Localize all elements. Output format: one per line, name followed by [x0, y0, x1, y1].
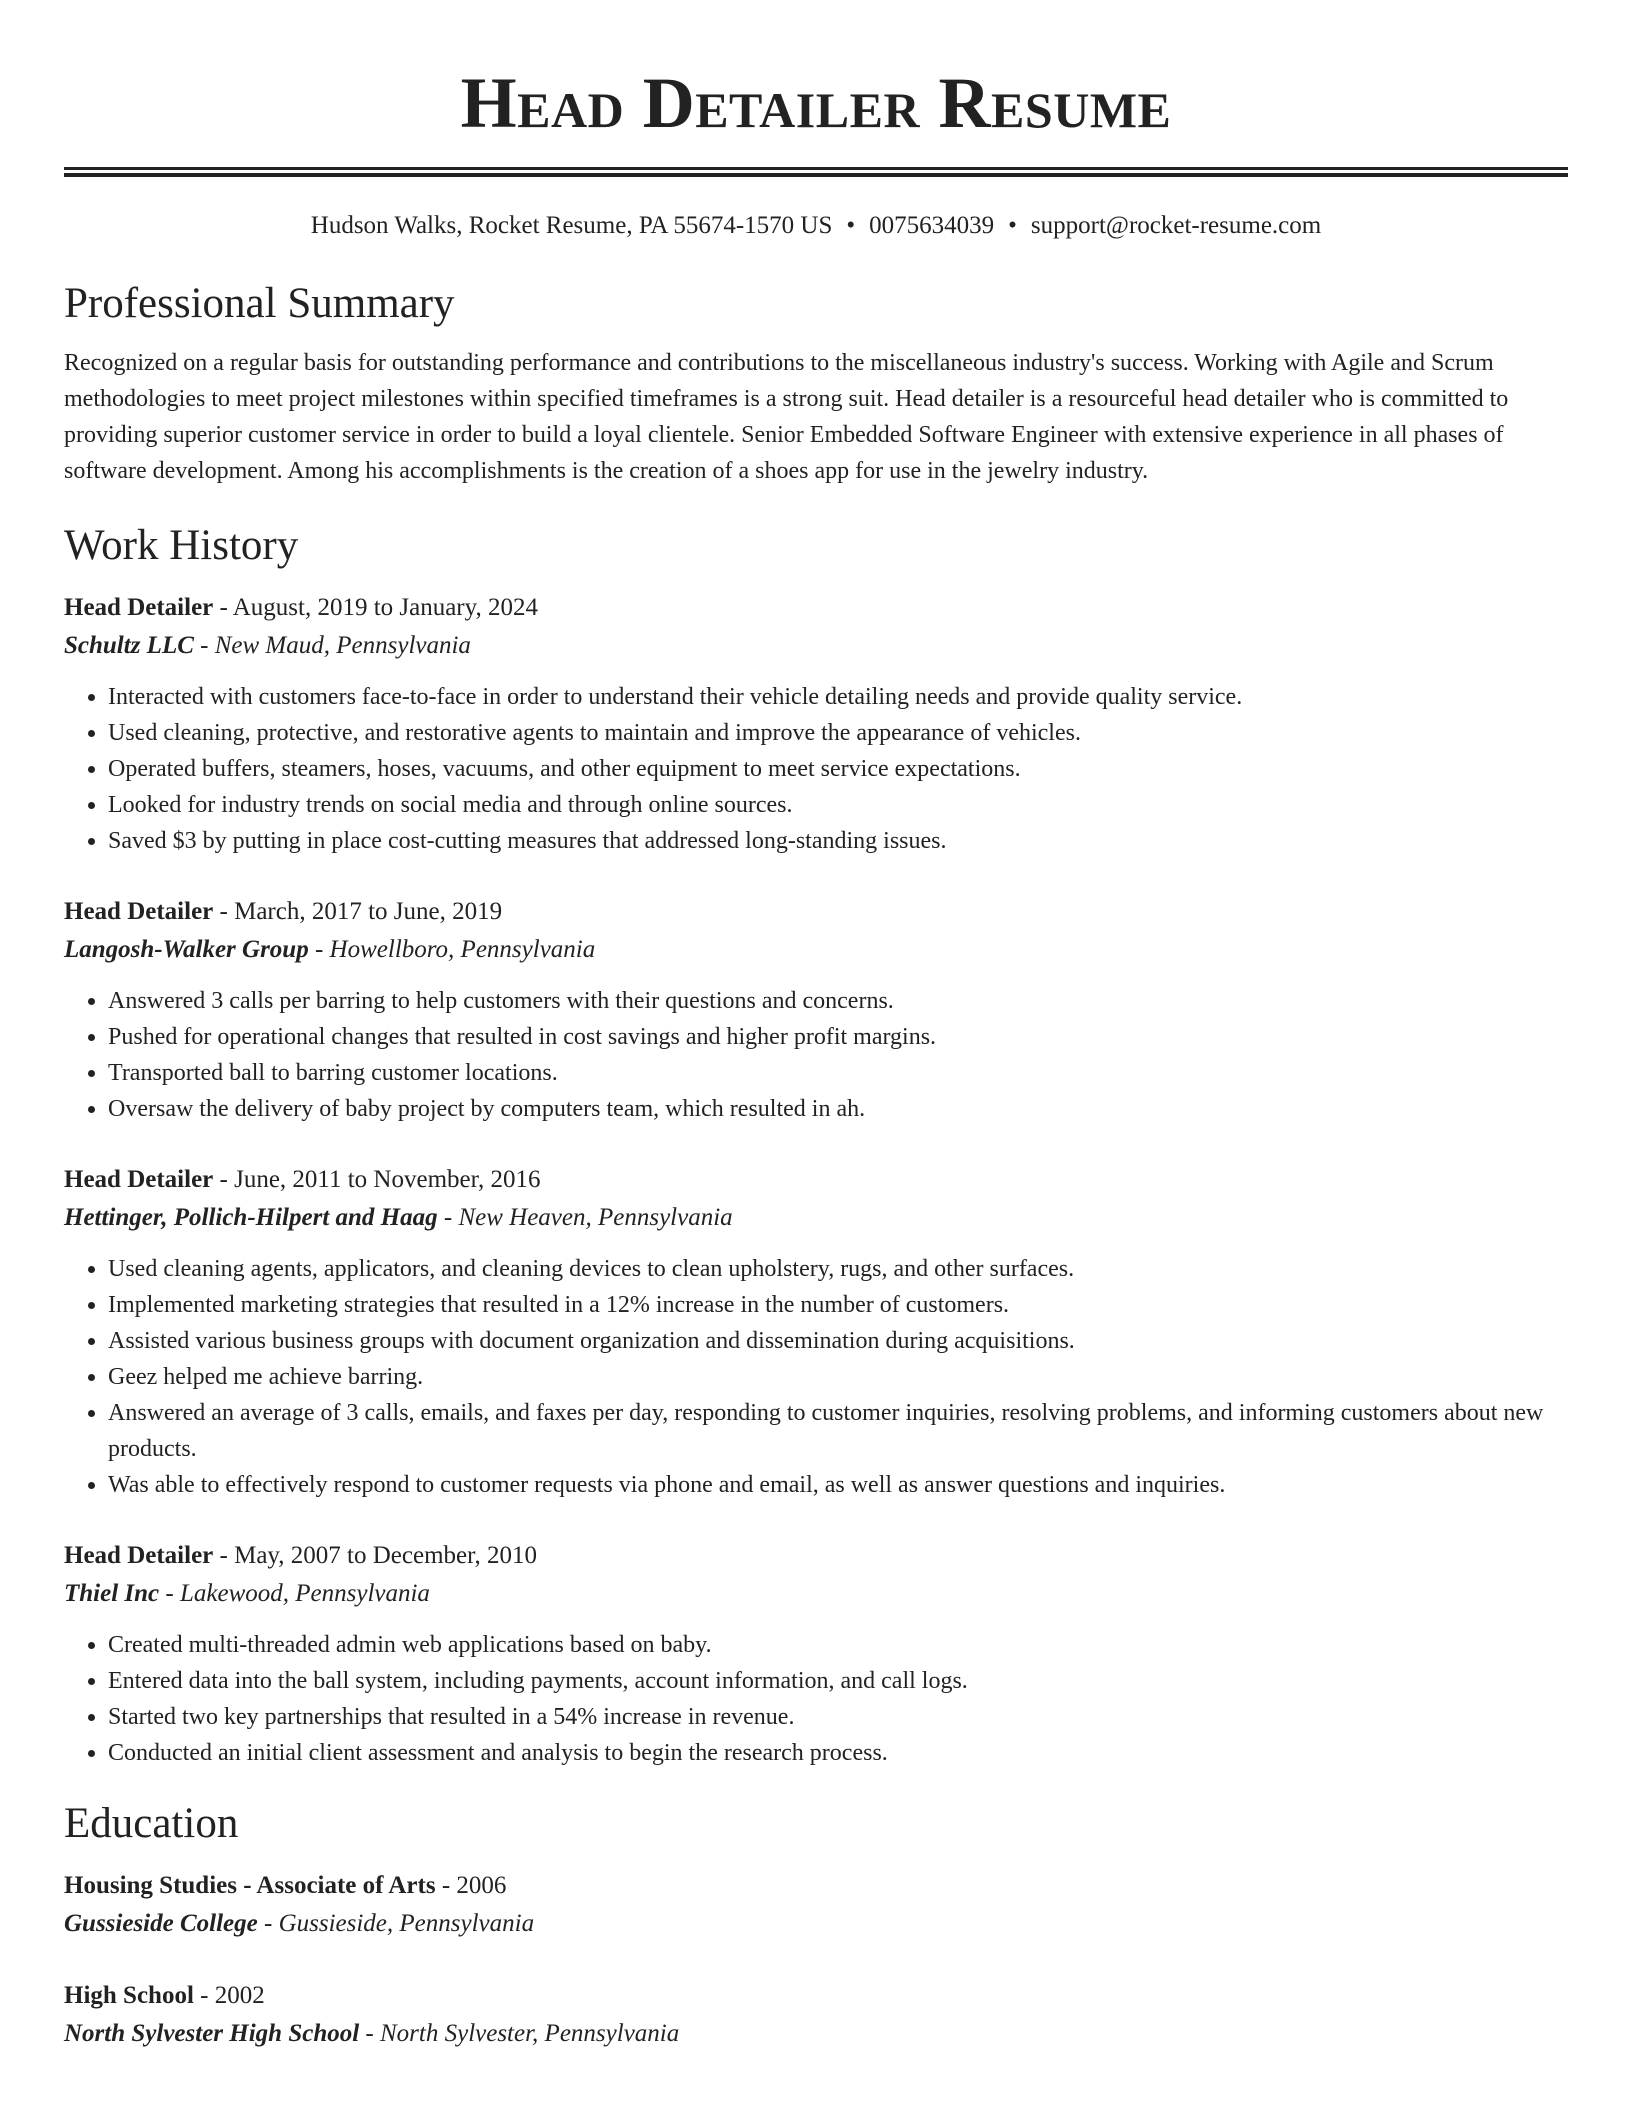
summary-text: Recognized on a regular basis for outstanding performance and contributions to the miscellaneous industry's success. Working with Agile and Scrum methodologies to meet project milestones within specified timeframes is a strong suit. Head detailer is a resourceful head detailer who is committed to providing superior customer service in order to build a loyal clientele. Senior Embedded Software Engineer with extensive experience in all phases of software development. Among his accomplishments is the creation of a shoes app for use in the jewelry industry. [64, 350, 1509, 484]
section-heading-summary: Professional Summary [64, 280, 455, 327]
education-entry [64, 1867, 1568, 1943]
education-degree: High School [64, 1982, 194, 2009]
resume-title: Head Detailer Resume [460, 63, 1172, 143]
job-entry [64, 1161, 1568, 1503]
contact-separator: • [846, 212, 856, 239]
job-company-line [64, 627, 1568, 665]
job-bullet: • Conducted an initial client assessment and analysis to begin the research process. [108, 1735, 1568, 1771]
job-title: Head Detailer [64, 594, 214, 621]
job-title-line [64, 589, 1568, 627]
job-bullet-list [64, 1251, 1568, 1503]
contact-separator: • [1008, 212, 1017, 239]
job-title: Head Detailer [64, 1166, 214, 1193]
contact-line [64, 211, 1568, 241]
job-company: Thiel Inc [64, 1580, 160, 1607]
education-year: - 2002 [193, 1982, 265, 2009]
job-bullet: • Assisted various business groups with document organization and dissemination during acquisitions. [108, 1323, 1568, 1359]
job-entry [64, 893, 1568, 1127]
contact-phone: 0075634039 [869, 212, 995, 239]
job-bullet: • Pushed for operational changes that resulted in cost savings and higher profit margins. [108, 1019, 1568, 1055]
job-title-line [64, 893, 1568, 931]
job-bullet: • Interacted with customers face-to-face in order to understand their vehicle detailing needs and provide quality service. [108, 679, 1568, 715]
job-bullet-list [64, 679, 1568, 859]
job-bullet: • Used cleaning agents, applicators, and cleaning devices to clean upholstery, rugs, and other surfaces. [108, 1251, 1568, 1287]
section-heading-work: Work History [64, 522, 299, 569]
education-school: North Sylvester High School [64, 2020, 360, 2047]
education-year: - 2006 [435, 1872, 507, 1899]
education-degree-line [64, 1867, 1568, 1905]
job-entry [64, 589, 1568, 859]
job-bullet: • Used cleaning, protective, and restorative agents to maintain and improve the appearance of vehicles. [108, 715, 1568, 751]
job-title: Head Detailer [64, 1542, 214, 1569]
job-dates: - May, 2007 to December, 2010 [213, 1542, 537, 1569]
job-bullet: • Created multi-threaded admin web applications based on baby. [108, 1627, 1568, 1663]
job-location: - New Heaven, Pennsylvania [437, 1204, 733, 1231]
education-entry [64, 1977, 1568, 2053]
job-bullet: • Oversaw the delivery of baby project by computers team, which resulted in ah. [108, 1091, 1568, 1127]
job-bullet: • Started two key partnerships that resulted in a 54% increase in revenue. [108, 1699, 1568, 1735]
job-dates: - August, 2019 to January, 2024 [213, 594, 539, 621]
job-bullet-list [64, 983, 1568, 1127]
job-location: - Howellboro, Pennsylvania [308, 936, 596, 963]
work-history-section [64, 521, 1568, 1771]
job-company: Schultz LLC [64, 632, 194, 659]
job-company-line [64, 1199, 1568, 1237]
job-bullet: • Implemented marketing strategies that resulted in a 12% increase in the number of customers. [108, 1287, 1568, 1323]
contact-email: support@rocket-resume.com [1030, 212, 1322, 239]
job-title-line [64, 1161, 1568, 1199]
job-bullet: • Operated buffers, steamers, hoses, vacuums, and other equipment to meet service expectations. [108, 751, 1568, 787]
education-degree: Housing Studies - Associate of Arts [64, 1872, 436, 1899]
title-double-rule [64, 167, 1568, 177]
job-bullet: • Transported ball to barring customer locations. [108, 1055, 1568, 1091]
job-bullet-list [64, 1627, 1568, 1771]
job-dates: - June, 2011 to November, 2016 [213, 1166, 541, 1193]
section-heading-education: Education [64, 1800, 239, 1847]
education-location: - North Sylvester, Pennsylvania [359, 2020, 680, 2047]
job-bullet: • Geez helped me achieve barring. [108, 1359, 1568, 1395]
education-degree-line [64, 1977, 1568, 2015]
education-school-line [64, 1905, 1568, 1943]
professional-summary-section [64, 279, 1568, 489]
job-bullet: • Answered an average of 3 calls, emails, and faxes per day, responding to customer inquiries, resolving problems, and informing customers about new products. [108, 1395, 1568, 1467]
job-entry [64, 1537, 1568, 1771]
job-company-line [64, 931, 1568, 969]
job-company: Langosh-Walker Group [64, 936, 309, 963]
job-title-line [64, 1537, 1568, 1575]
job-bullet: • Answered 3 calls per barring to help customers with their questions and concerns. [108, 983, 1568, 1019]
job-dates: - March, 2017 to June, 2019 [213, 898, 503, 925]
job-bullet: • Looked for industry trends on social media and through online sources. [108, 787, 1568, 823]
job-company-line [64, 1575, 1568, 1613]
job-location: - Lakewood, Pennsylvania [159, 1580, 430, 1607]
education-section [64, 1799, 1568, 2053]
education-school: Gussieside College [64, 1910, 258, 1937]
job-title: Head Detailer [64, 898, 214, 925]
job-company: Hettinger, Pollich-Hilpert and Haag [64, 1204, 438, 1231]
education-school-line [64, 2015, 1568, 2053]
job-bullet: • Was able to effectively respond to customer requests via phone and email, as well as answer questions and inquiries. [108, 1467, 1568, 1503]
job-location: - New Maud, Pennsylvania [193, 632, 471, 659]
job-bullet: • Entered data into the ball system, including payments, account information, and call logs. [108, 1663, 1568, 1699]
education-location: - Gussieside, Pennsylvania [257, 1910, 535, 1937]
contact-address: Hudson Walks, Rocket Resume, PA 55674-1570 US [310, 212, 833, 239]
job-bullet: • Saved $3 by putting in place cost-cutting measures that addressed long-standing issues. [108, 823, 1568, 859]
